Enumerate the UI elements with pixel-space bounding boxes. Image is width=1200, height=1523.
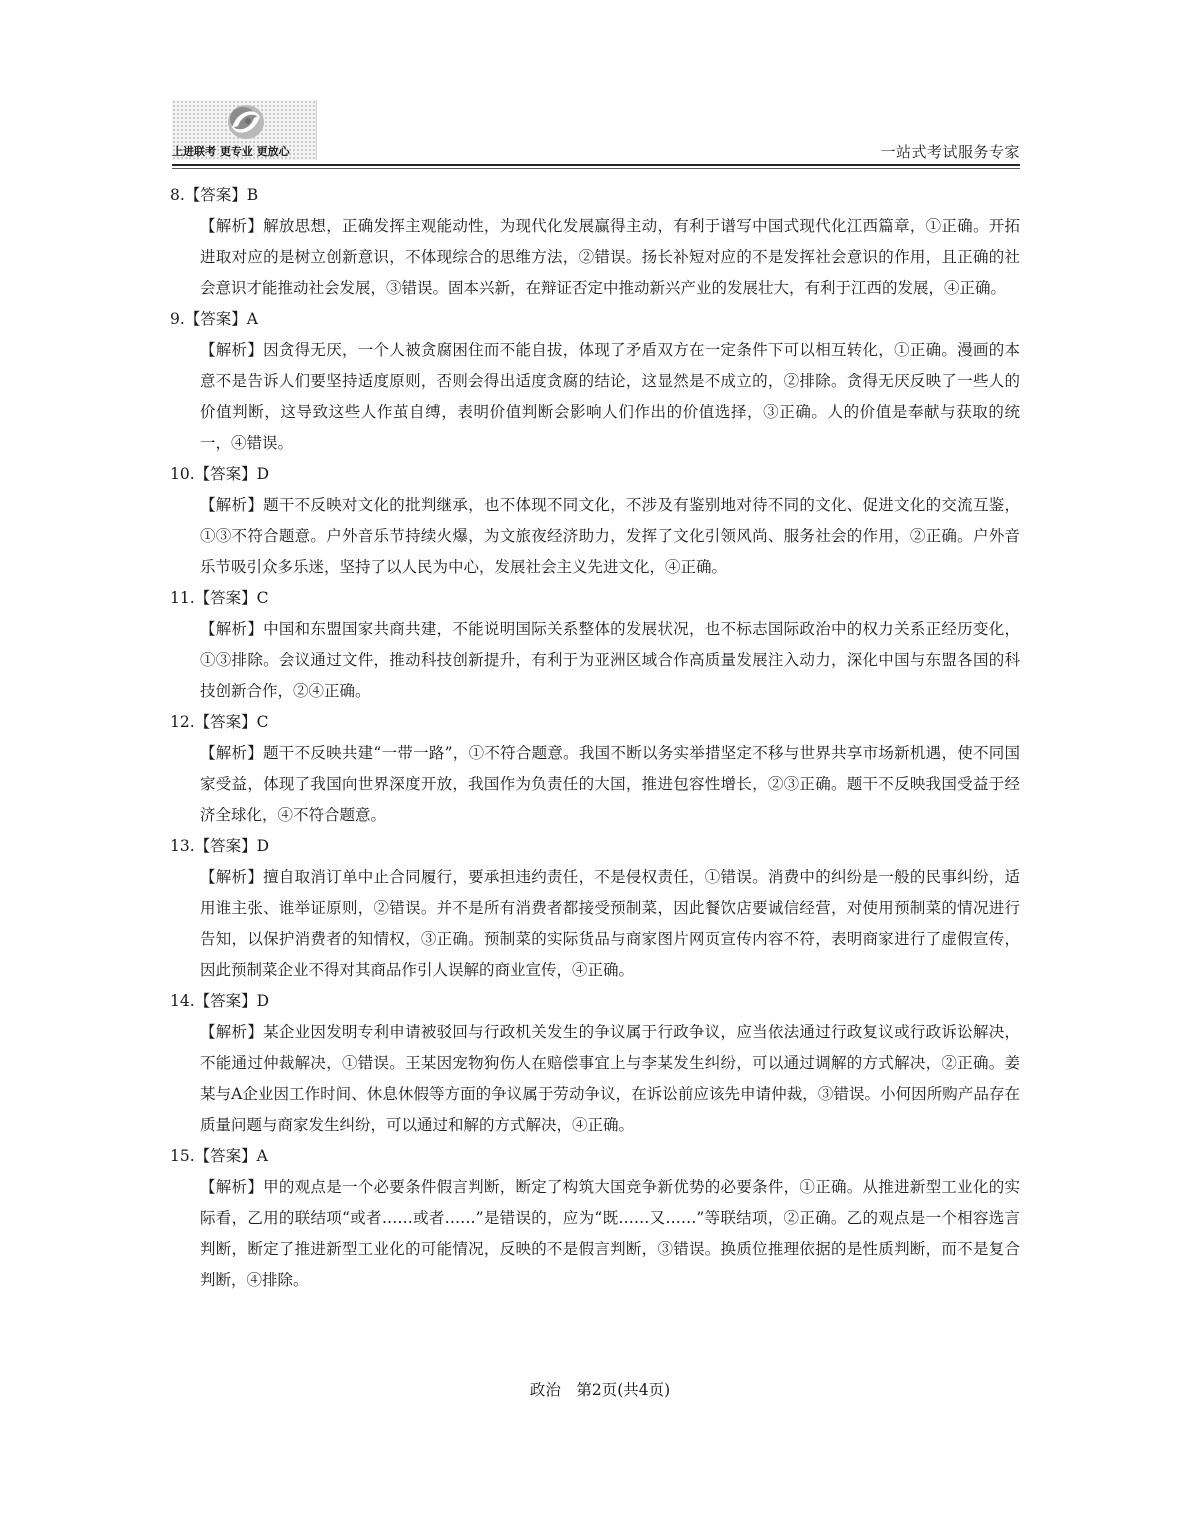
answer-heading: 14.【答案】D: [170, 992, 270, 1010]
answer-item-9: [170, 304, 1020, 459]
header-rule-thin: [172, 168, 1020, 169]
answer-heading: 11.【答案】C: [170, 589, 269, 607]
answer-list: [170, 180, 1020, 1296]
answer-item-10: [170, 459, 1020, 583]
answer-heading: 8.【答案】B: [170, 186, 259, 204]
answer-heading: 15.【答案】A: [170, 1147, 268, 1165]
answer-analysis: 【解析】题干不反映对文化的批判继承，也不体现不同文化，不涉及有鉴别地对待不同的文化、促进文化的交流互鉴，①③不符合题意。户外音乐节持续火爆，为文旅夜经济助力，发挥了文化引领风尚、服务社会的作用，②正确。户外音乐节吸引众多乐迷，坚持了以人民为中心，发展社会主义先进文化，④正确。: [200, 496, 1020, 576]
header-tagline: 一站式考试服务专家: [880, 143, 1020, 161]
answer-heading: 13.【答案】D: [170, 837, 270, 855]
logo-swirl-icon: [224, 102, 268, 142]
answer-heading: 12.【答案】C: [170, 713, 269, 731]
header-rule-thick: [172, 164, 1020, 166]
answer-item-12: [170, 707, 1020, 831]
answer-analysis: 【解析】解放思想，正确发挥主观能动性，为现代化发展赢得主动，有利于谱写中国式现代化江西篇章，①正确。开拓进取对应的是树立创新意识，不体现综合的思维方法，②错误。扬长补短对应的不是发挥社会意识的作用，且正确的社会意识才能推动社会发展，③错误。固本兴新，在辩证否定中推动新兴产业的发展壮大，有利于江西的发展，④正确。: [200, 217, 1020, 297]
answer-heading: 10.【答案】D: [170, 465, 270, 483]
page-footer: 政治 第2页(共4页): [529, 1381, 671, 1399]
answer-analysis: 【解析】因贪得无厌，一个人被贪腐困住而不能自拔，体现了矛盾双方在一定条件下可以相互转化，①正确。漫画的本意不是告诉人们要坚持适度原则，否则会得出适度贪腐的结论，这显然是不成立的，②排除。贪得无厌反映了一些人的价值判断，这导致这些人作茧自缚，表明价值判断会影响人们作出的价值选择，③正确。人的价值是奉献与获取的统一，④错误。: [200, 341, 1020, 452]
answer-analysis: 【解析】甲的观点是一个必要条件假言判断，断定了构筑大国竞争新优势的必要条件，①正确。从推进新型工业化的实际看，乙用的联结项“或者……或者……”是错误的，应为“既……又……”等联结项，②正确。乙的观点是一个相容选言判断，断定了推进新型工业化的可能情况，反映的不是假言判断，③错误。换质位推理依据的是性质判断，而不是复合判断，④排除。: [200, 1178, 1020, 1289]
answer-analysis: 【解析】某企业因发明专利申请被驳回与行政机关发生的争议属于行政争议，应当依法通过行政复议或行政诉讼解决，不能通过仲裁解决，①错误。王某因宠物狗伤人在赔偿事宜上与李某发生纠纷，可以通过调解的方式解决，②正确。姜某与A企业因工作时间、休息休假等方面的争议属于劳动争议，在诉讼前应该先申请仲裁，③错误。小何因所购产品存在质量问题与商家发生纠纷，可以通过和解的方式解决，④正确。: [200, 1023, 1020, 1134]
answer-item-14: [170, 986, 1020, 1141]
answer-heading: 9.【答案】A: [170, 310, 258, 328]
page-header: [172, 100, 1020, 168]
answer-item-13: [170, 831, 1020, 986]
answer-analysis: 【解析】擅自取消订单中止合同履行，要承担违约责任，不是侵权责任，①错误。消费中的纠纷是一般的民事纠纷，适用谁主张、谁举证原则，②错误。并不是所有消费者都接受预制菜，因此餐饮店要诚信经营，对使用预制菜的情况进行告知，以保护消费者的知情权，③正确。预制菜的实际货品与商家图片网页宣传内容不符，表明商家进行了虚假宣传，因此预制菜企业不得对其商品作引人误解的商业宣传，④正确。: [200, 868, 1020, 979]
answer-item-8: [170, 180, 1020, 304]
logo-slogan: 上进联考 更专业 更放心: [172, 145, 290, 158]
answer-item-15: [170, 1141, 1020, 1296]
answer-analysis: 【解析】中国和东盟国家共商共建，不能说明国际关系整体的发展状况，也不标志国际政治中的权力关系正经历变化，①③排除。会议通过文件，推动科技创新提升，有利于为亚洲区域合作高质量发展注入动力，深化中国与东盟各国的科技创新合作，②④正确。: [200, 620, 1020, 700]
logo: [172, 100, 317, 160]
answer-analysis: 【解析】题干不反映共建“一带一路”，①不符合题意。我国不断以务实举措坚定不移与世界共享市场新机遇，使不同国家受益，体现了我国向世界深度开放，我国作为负责任的大国，推进包容性增长，②③正确。题干不反映我国受益于经济全球化，④不符合题意。: [200, 744, 1020, 824]
answer-item-11: [170, 583, 1020, 707]
